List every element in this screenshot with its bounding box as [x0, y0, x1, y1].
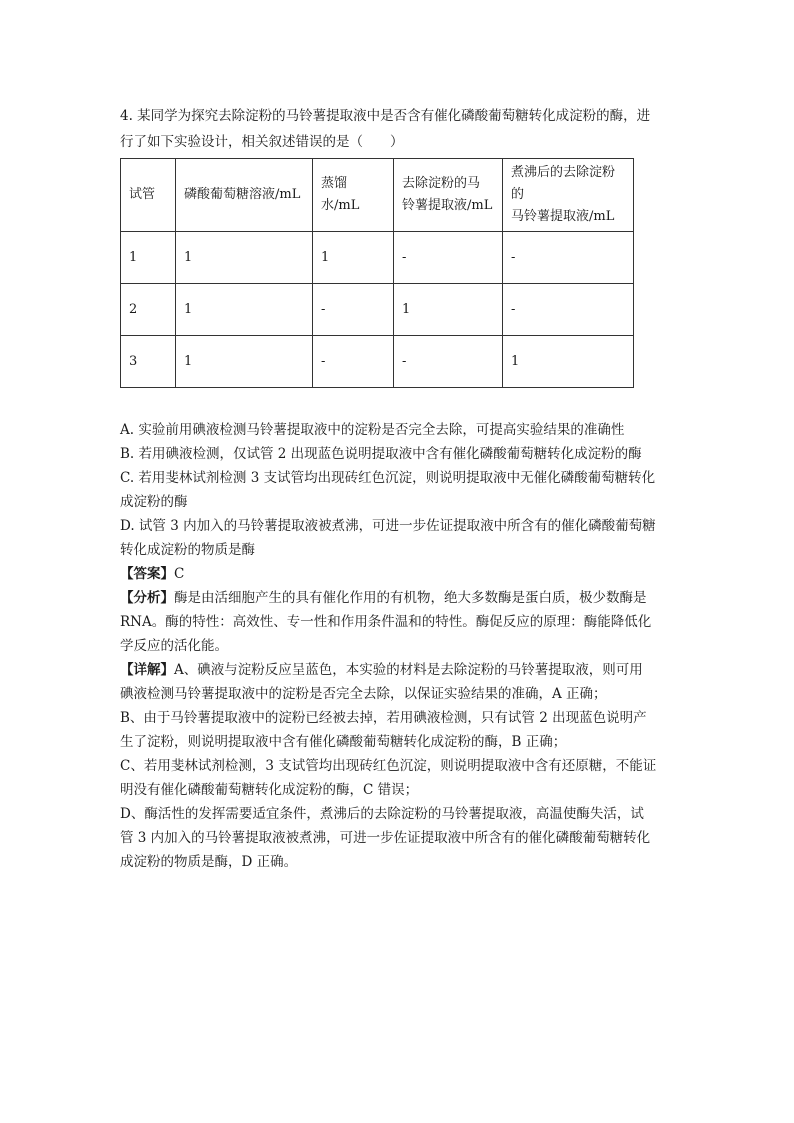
answer-tag: 【答案】 [120, 566, 174, 582]
header-distilled-water: 蒸馏水/mL [313, 159, 394, 232]
table-row [121, 336, 634, 388]
question-stem-line-1: 4. 某同学为探究去除淀粉的马铃薯提取液中是否含有催化磷酸葡萄糖转化成淀粉的酶，进 [120, 108, 651, 124]
analysis-line-3: 学反应的活化能。 [120, 638, 228, 654]
detail-line-a2: 碘液检测马铃薯提取液中的淀粉是否完全去除，以保证实验结果的准确，A 正确； [120, 686, 607, 702]
answer-value: C [174, 566, 185, 582]
cell-phosphate-glucose: 1 [176, 232, 313, 284]
detail-line-c1: C、若用斐林试剂检测，3 支试管均出现砖红色沉淀，则说明提取液中含有还原糖，不能证 [120, 758, 657, 774]
analysis-line-2: RNA。酶的特性：高效性、专一性和作用条件温和的特性。酶促反应的原理：酶能降低化 [120, 614, 652, 630]
header-boiled-extract [503, 159, 634, 232]
table-row [121, 284, 634, 336]
analysis-text-1: 酶是由活细胞产生的具有催化作用的有机物，绝大多数酶是蛋白质，极少数酶是 [174, 590, 647, 606]
detail-line-c2: 明没有催化磷酸葡萄糖转化成淀粉的酶，C 错误； [120, 782, 419, 798]
cell-extract: - [394, 336, 503, 388]
header-extract-line-2: 铃薯提取液/mL [402, 198, 493, 213]
cell-extract: - [394, 232, 503, 284]
header-phosphate-glucose: 磷酸葡萄糖溶液/mL [176, 159, 313, 232]
detail-line-d3: 成淀粉的物质是酶，D 正确。 [120, 854, 298, 870]
header-extract-line-1: 去除淀粉的马 [402, 176, 481, 191]
cell-tube: 2 [121, 284, 176, 336]
detail-tag: 【详解】 [120, 662, 174, 678]
header-extract [394, 159, 503, 232]
table-header-row [121, 159, 634, 232]
answer-line [120, 562, 680, 586]
question-stem-line-2: 行了如下实验设计，相关叙述错误的是（ ） [120, 134, 404, 150]
experiment-table [120, 158, 634, 388]
detail-line-d2: 管 3 内加入的马铃薯提取液被煮沸，可进一步佐证提取液中所含有的催化磷酸葡萄糖转化 [120, 830, 651, 846]
cell-boiled-extract: - [503, 284, 634, 336]
cell-phosphate-glucose: 1 [176, 284, 313, 336]
cell-extract: 1 [394, 284, 503, 336]
option-d-line-2: 转化成淀粉的物质是酶 [120, 542, 255, 558]
option-b: B. 若用碘液检测，仅试管 2 出现蓝色说明提取液中含有催化磷酸葡萄糖转化成淀粉的酶 [120, 446, 642, 462]
cell-distilled-water: - [313, 284, 394, 336]
detail-line-b1: B、由于马铃薯提取液中的淀粉已经被去掉，若用碘液检测，只有试管 2 出现蓝色说明产 [120, 710, 647, 726]
header-tube: 试管 [121, 159, 176, 232]
header-boiled-extract-line-1: 煮沸后的去除淀粉的 [511, 165, 616, 202]
cell-boiled-extract: - [503, 232, 634, 284]
cell-tube: 1 [121, 232, 176, 284]
analysis-tag: 【分析】 [120, 590, 174, 606]
option-d-line-1: D. 试管 3 内加入的马铃薯提取液被煮沸，可进一步佐证提取液中所含有的催化磷酸葡萄糖 [120, 518, 656, 534]
detail-line-d1: D、酶活性的发挥需要适宜条件，煮沸后的去除淀粉的马铃薯提取液，高温使酶失活，试 [120, 806, 644, 822]
detail-line-a1 [120, 658, 680, 682]
cell-boiled-extract: 1 [503, 336, 634, 388]
cell-tube: 3 [121, 336, 176, 388]
cell-distilled-water: 1 [313, 232, 394, 284]
detail-text-a1: A、碘液与淀粉反应呈蓝色，本实验的材料是去除淀粉的马铃薯提取液，则可用 [174, 662, 643, 678]
cell-distilled-water: - [313, 336, 394, 388]
option-c-line-1: C. 若用斐林试剂检测 3 支试管均出现砖红色沉淀，则说明提取液中无催化磷酸葡萄糖转化 [120, 470, 656, 486]
option-c-line-2: 成淀粉的酶 [120, 494, 188, 510]
cell-phosphate-glucose: 1 [176, 336, 313, 388]
option-a: A. 实验前用碘液检测马铃薯提取液中的淀粉是否完全去除，可提高实验结果的准确性 [120, 422, 625, 438]
header-boiled-extract-line-2: 马铃薯提取液/mL [511, 209, 615, 224]
analysis-line-1 [120, 586, 680, 610]
table-row [121, 232, 634, 284]
detail-line-b2: 生了淀粉，则说明提取液中含有催化磷酸葡萄糖转化成淀粉的酶，B 正确； [120, 734, 567, 750]
document-body [120, 104, 680, 874]
